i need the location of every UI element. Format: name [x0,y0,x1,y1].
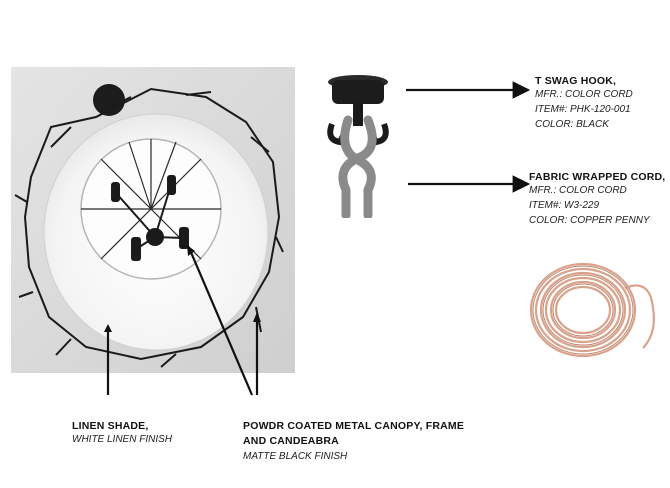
fabric-cord-mfr: MFR.: COLOR CORD [529,185,627,196]
copper-cord-photo [525,258,665,363]
fabric-cord-title: FABRIC WRAPPED CORD, [529,171,666,183]
swag-hook-photo [318,70,398,218]
swag-hook-label [535,75,633,132]
swag-hook-mfr: MFR.: COLOR CORD [535,89,633,100]
fabric-cord-color: COLOR: COPPER PENNY [529,215,650,226]
pendant-photo [11,67,295,373]
fabric-cord-item: ITEM#: W3-229 [529,200,600,211]
swag-hook-title: T SWAG HOOK, [535,75,617,87]
canopy-label [243,420,464,464]
swag-hook-color: COLOR: BLACK [535,119,609,130]
canopy-title-line2: AND CANDEABRA [243,435,339,447]
fabric-cord-label [529,171,665,228]
linen-shade-title: LINEN SHADE, [72,420,149,432]
swag-hook-item: ITEM#: PHK-120-001 [535,104,631,115]
canopy-finish: MATTE BLACK FINISH [243,451,348,462]
pendant-illustration [11,67,295,373]
linen-shade-finish: WHITE LINEN FINISH [72,434,173,445]
linen-shade-label [72,420,172,447]
hook-cord-mark [343,120,372,215]
canopy-title-line1: POWDR COATED METAL CANOPY, FRAME [243,420,465,432]
